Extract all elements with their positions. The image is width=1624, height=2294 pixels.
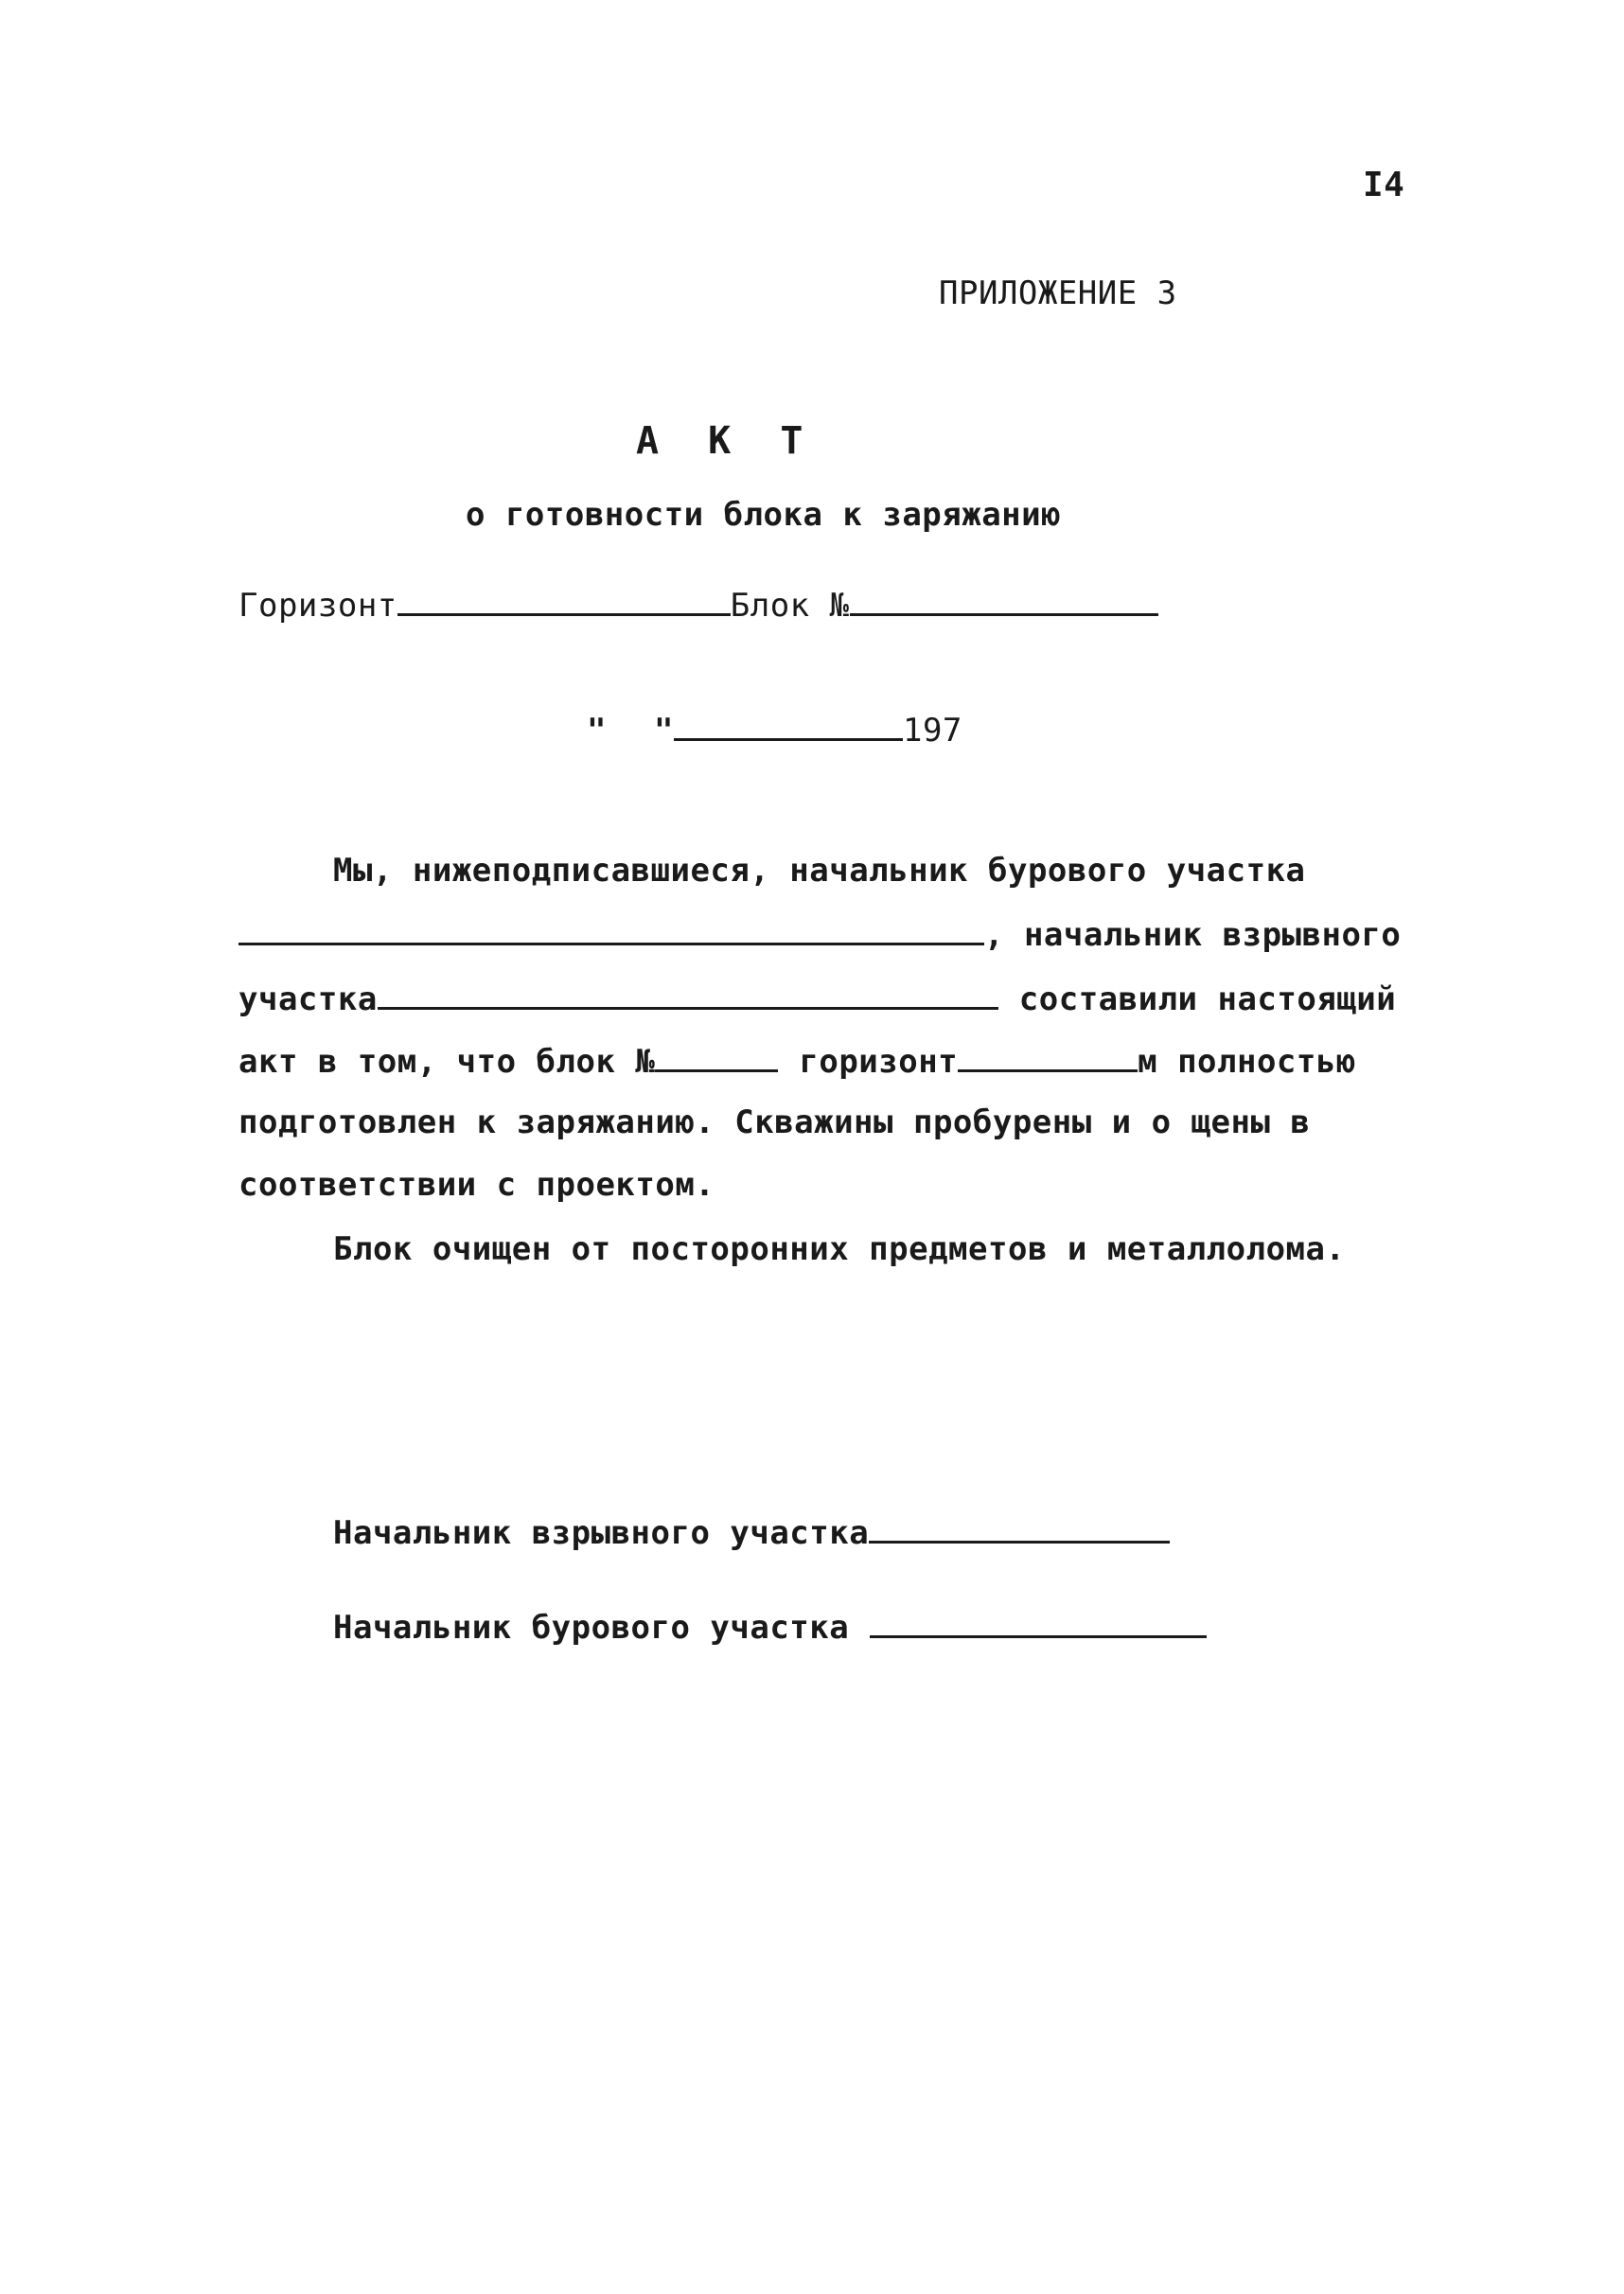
horizon-block-row bbox=[238, 585, 1158, 625]
appendix-label: ПРИЛОЖЕНИЕ 3 bbox=[939, 274, 1177, 312]
block-number-field[interactable] bbox=[850, 585, 1158, 616]
signature-blast-chief-field[interactable] bbox=[869, 1512, 1170, 1544]
body-line-4-b: горизонт bbox=[799, 1043, 959, 1081]
date-row bbox=[587, 710, 962, 750]
body-line-1: Мы, нижеподписавшиеся, начальник бурового участка bbox=[333, 852, 1306, 890]
horizon-field[interactable] bbox=[397, 585, 731, 616]
act-block-number-field[interactable] bbox=[655, 1041, 778, 1072]
date-quote-close: " bbox=[653, 712, 674, 750]
body-line-3-head: участка bbox=[238, 980, 378, 1018]
body-line-3-tail: составили настоящий bbox=[1018, 980, 1397, 1018]
signature-blast-chief-label: Начальник взрывного участка bbox=[333, 1514, 870, 1552]
signature-blast-chief bbox=[333, 1512, 1170, 1552]
act-horizon-field[interactable] bbox=[958, 1041, 1138, 1072]
year-label: 197 bbox=[902, 712, 962, 750]
date-month-field[interactable] bbox=[674, 710, 903, 741]
block-label: Блок № bbox=[730, 587, 850, 625]
signature-drill-chief-field[interactable] bbox=[870, 1607, 1207, 1638]
body-line-4-a: акт в том, что блок № bbox=[238, 1043, 656, 1081]
body-line-3 bbox=[238, 979, 1396, 1018]
blast-chief-name-field[interactable] bbox=[378, 979, 998, 1010]
document-title: А К Т bbox=[636, 419, 817, 463]
body-line-6: соответствии с проектом. bbox=[238, 1166, 715, 1204]
signature-drill-chief bbox=[333, 1607, 1207, 1647]
body-line-2 bbox=[238, 914, 1401, 954]
body-line-5: подготовлен к заряжанию. Скважины пробурены и о щены в bbox=[238, 1103, 1311, 1141]
horizon-label: Горизонт bbox=[238, 587, 397, 625]
date-quote-open: " bbox=[587, 712, 607, 750]
body-line-4 bbox=[238, 1041, 1356, 1081]
date-day-field[interactable] bbox=[607, 713, 654, 741]
document-subtitle: о готовности блока к заряжанию bbox=[466, 496, 1062, 534]
signature-drill-chief-label: Начальник бурового участка bbox=[333, 1609, 850, 1647]
page-number: I4 bbox=[1363, 166, 1405, 204]
drill-chief-name-field[interactable] bbox=[238, 914, 984, 945]
body-line-2-tail: , начальник взрывного bbox=[984, 916, 1402, 954]
body-line-4-c: м полностью bbox=[1138, 1043, 1356, 1081]
body-line-7: Блок очищен от посторонних предметов и металлолома. bbox=[333, 1230, 1346, 1268]
